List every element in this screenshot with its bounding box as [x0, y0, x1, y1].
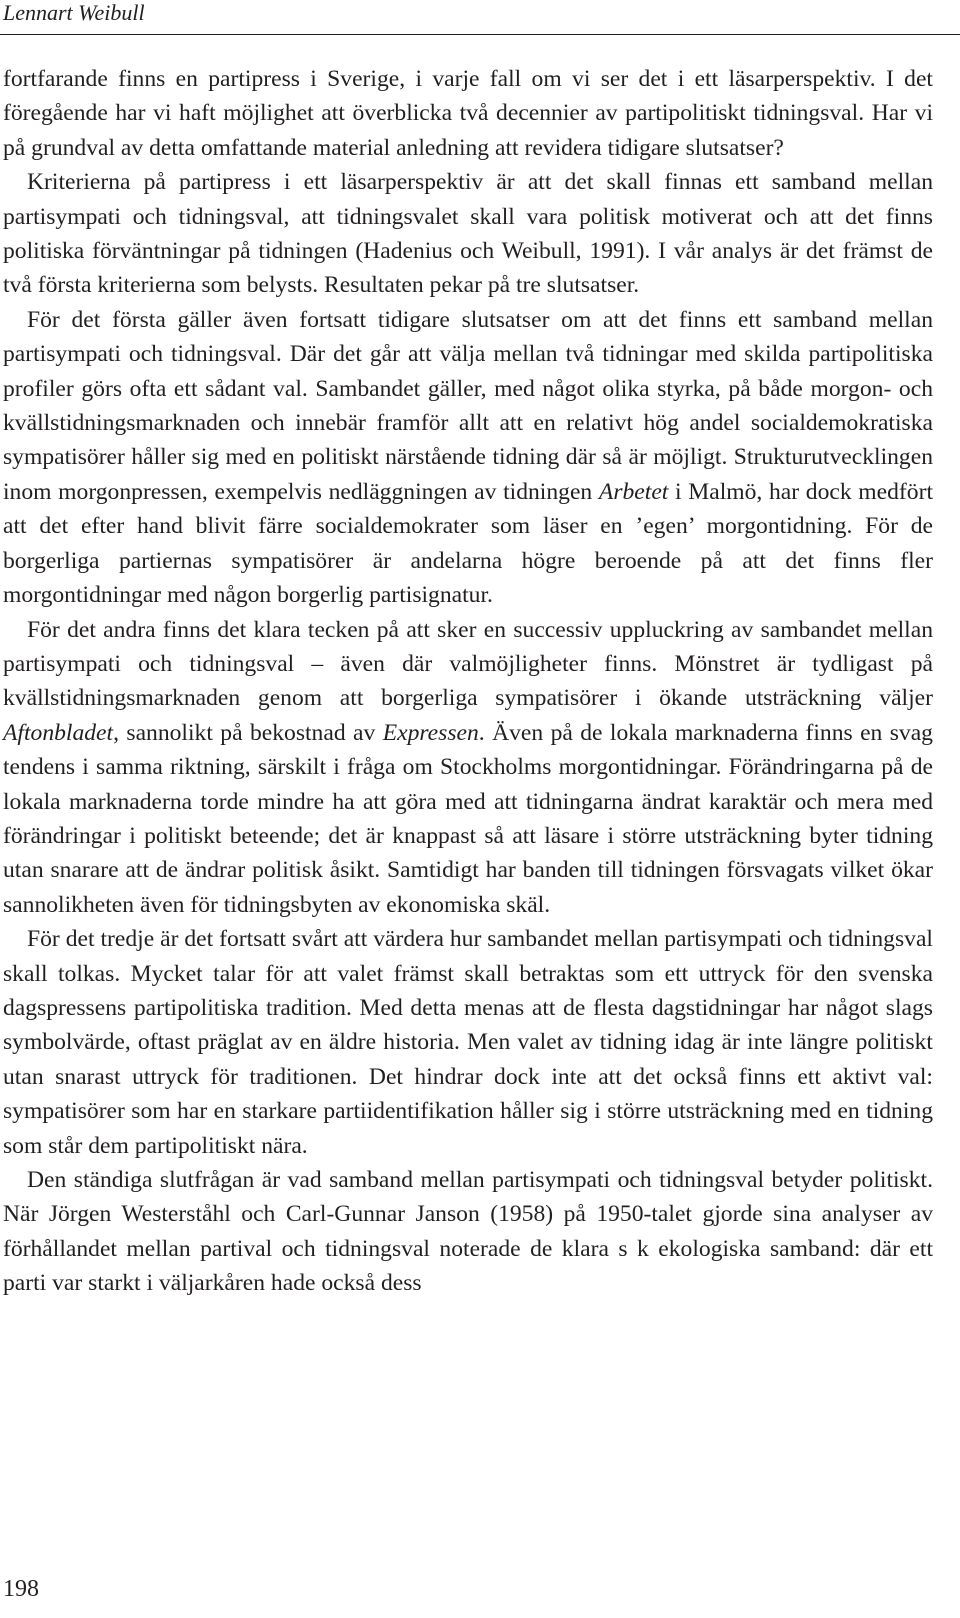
header-rule — [0, 34, 960, 35]
newspaper-title-expressen: Expressen — [382, 719, 479, 746]
newspaper-title-aftonbladet: Aftonbladet — [3, 719, 114, 746]
paragraph-3 — [3, 303, 933, 613]
body-text — [3, 62, 933, 1301]
paragraph-4-text-b: , sannolikt på bekostnad av — [113, 719, 383, 746]
paragraph-3-text-b: i Malmö, har dock medfört att det efter hand blivit färre socialdemokrater som läser en ’egen’ morgontidning. För de borgerliga partiernas sympatisörer är andelarna högre beroende på att det finns fler morgontidningar med någon borgerlig partisignatur. — [3, 478, 933, 609]
paragraph-6: Den ständiga slutfrågan är vad samband mellan partisympati och tidningsval betyder politiskt. När Jörgen Westerståhl och Carl-Gunnar Janson (1958) på 1950-talet gjorde sina analyser av förhållandet mellan partival och tidningsval noterade de klara s k ekologiska samband: där ett parti var starkt i väljarkåren hade också dess — [3, 1167, 933, 1297]
paragraph-1: fortfarande finns en partipress i Sverige, i varje fall om vi ser det i ett läsarperspektiv. I det föregående har vi haft möjlighet att överblicka två decennier av partipolitiskt tidningsval. Har vi på grundval av detta omfattande material anledning att revidera tidigare slutsatser? — [3, 66, 933, 161]
page-number: 198 — [3, 1576, 39, 1602]
running-head-author: Lennart Weibull — [3, 0, 145, 25]
newspaper-title-arbetet: Arbetet — [598, 478, 669, 505]
paragraph-4-text-c: . Även på de lokala marknaderna finns en svag tendens i samma riktning, särskilt i fråga om Stockholms morgontidningar. Förändringarna på de lokala marknaderna torde mindre ha att göra med att tidningarna ändrat karaktär och mera med förändringar i politiskt beteende; det är knappast så att läsare i större utsträckning byter tidning utan snarare att de ändrar politisk åsikt. Samtidigt har banden till tidningen försvagats vilket ökar sannolikheten även för tidningsbyten av ekonomiska skäl. — [3, 719, 933, 918]
paragraph-2: Kriterierna på partipress i ett läsarperspektiv är att det skall finnas ett samband mellan partisympati och tidningsval, att tidningsvalet skall vara politisk motiverat och att det finns politiska förväntningar på tidningen (Hadenius och Weibull, 1991). I vår analys är det främst de två första kriterierna som belysts. Resultaten pekar på tre slutsatser. — [3, 169, 933, 299]
paragraph-4-text-a: För det andra finns det klara tecken på att sker en successiv uppluckring av sambandet mellan partisympati och tidningsval – även där valmöjligheter finns. Mönstret är tydligast på kvällstidningsmarknaden genom att borgerliga sympatisörer i ökande utsträckning väljer — [3, 616, 933, 712]
paragraph-4 — [3, 613, 933, 923]
paragraph-5: För det tredje är det fortsatt svårt att värdera hur sambandet mellan partisympati och tidningsval skall tolkas. Mycket talar för att valet främst skall betraktas som ett uttryck för den svenska dagspressens partipolitiska tradition. Med detta menas att de flesta dagstidningar har något slags symbolvärde, oftast präglat av en äldre historia. Men valet av tidning idag är inte längre politiskt utan snarast uttryck för traditionen. Det hindrar dock inte att det också finns ett aktivt val: sympatisörer som har en starkare partiidentifikation håller sig i större utsträckning med en tidning som står dem partipolitiskt nära. — [3, 926, 933, 1159]
paragraph-3-text-a: För det första gäller även fortsatt tidigare slutsatser om att det finns ett samband mellan partisympati och tidningsval. Där det går att välja mellan två tidningar med skilda partipolitiska profiler görs ofta ett sådant val. Sambandet gäller, med något olika styrka, på både morgon- och kvällstidningsmarknaden och innebär framför allt att en relativt hög andel socialdemokratiska sympatisörer håller sig med en politiskt närstående tidning där så är möjligt. Strukturutvecklingen inom morgonpressen, exempelvis nedläggningen av tidningen — [3, 306, 933, 505]
